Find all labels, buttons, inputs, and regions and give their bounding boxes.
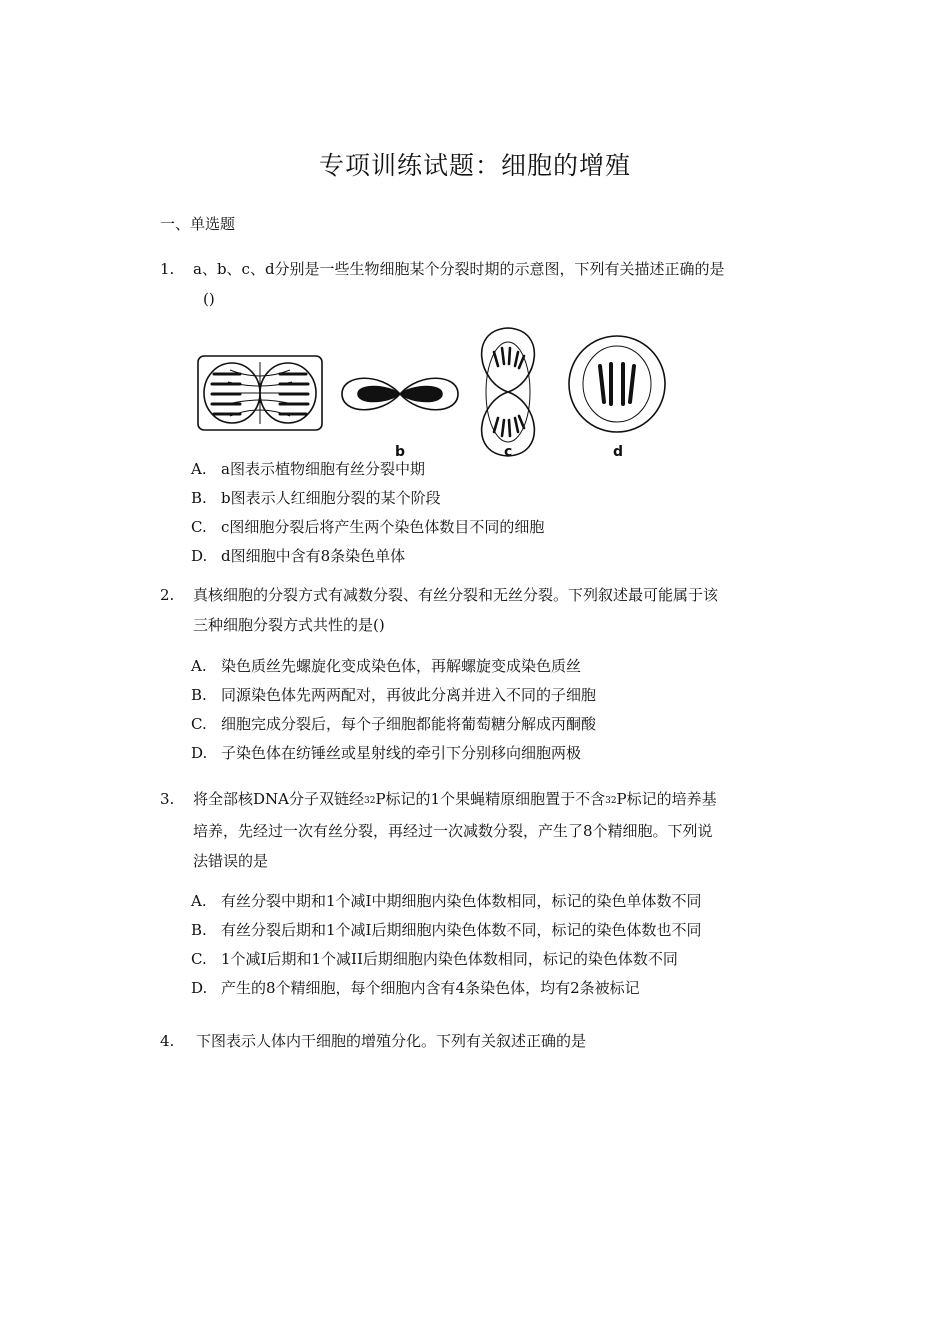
question-stem-line: 下图表示人体内干细胞的增殖分化。下列有关叙述正确的是 [196,1032,587,1050]
option-text: 同源染色体先两两配对，再彼此分离并进入不同的子细胞 [221,686,597,704]
option-text: 产生的8个精细胞，每个细胞内含有4条染色体，均有2条被标记 [221,979,640,997]
option-a[interactable] [191,887,701,916]
question-2-options [191,652,596,768]
question-number: 3. [160,790,175,808]
option-text: d图细胞中含有8条染色单体 [221,547,406,565]
stem-text: P标记的1个果蝇精原细胞置于不含 [375,790,606,808]
option-text: 细胞完成分裂后，每个子细胞都能将葡萄糖分解成丙酮酸 [221,715,597,733]
question-3 [160,784,800,876]
option-label: C. [191,518,207,536]
question-number: 2. [160,586,175,604]
option-label: B. [191,686,207,704]
option-text: b图表示人红细胞分裂的某个阶段 [221,489,441,507]
option-d[interactable] [191,974,701,1003]
option-c[interactable] [191,513,544,542]
question-stem-line: 三种细胞分裂方式共性的是() [193,616,385,634]
question-1 [160,254,800,314]
option-c[interactable] [191,710,596,739]
question-stem-line: 真核细胞的分裂方式有减数分裂、有丝分裂和无丝分裂。下列叙述最可能属于该 [193,586,719,604]
cell-division-figure [190,322,680,460]
option-d[interactable] [191,739,596,768]
cell-c-membrane [482,328,535,456]
option-text: 染色质丝先螺旋化变成染色体，再解螺旋变成染色质丝 [221,657,582,675]
question-stem-line: 培养，先经过一次有丝分裂，再经过一次减数分裂，产生了8个精细胞。下列说 [193,822,713,840]
option-text: c图细胞分裂后将产生两个染色体数目不同的细胞 [221,518,545,536]
question-number: 4. [160,1032,175,1050]
option-text: 有丝分裂后期和1个减Ⅰ后期细胞内染色体数不同，标记的染色体数也不同 [221,921,702,939]
figure-label-d: d [613,444,624,460]
option-text: 子染色体在纺锤丝或星射线的牵引下分别移向细胞两极 [221,744,582,762]
option-label: A. [191,460,207,478]
option-label: C. [191,715,207,733]
question-3-options [191,887,701,1003]
question-2 [160,580,800,640]
cell-division-diagram [190,322,680,460]
question-stem-line: a、b、c、d分别是一些生物细胞某个分裂时期的示意图，下列有关描述正确的是 [193,260,725,278]
option-text: 1个减Ⅰ后期和1个减II后期细胞内染色体数相同，标记的染色体数不同 [221,950,678,968]
question-stem-line: () [203,290,215,308]
option-a[interactable] [191,652,596,681]
stem-text: P标记的培养基 [616,790,717,808]
question-4 [160,1026,800,1056]
option-text: 有丝分裂中期和1个减Ⅰ中期细胞内染色体数相同，标记的染色单体数不同 [221,892,702,910]
cell-d-spindle [583,346,651,422]
cell-b-nucleus [358,387,442,402]
isotope-mass: 32 [605,796,617,806]
option-label: A. [191,892,207,910]
stem-text: 将全部核DNA分子双链经 [193,790,364,808]
option-label: B. [191,921,207,939]
option-a[interactable] [191,455,544,484]
question-stem [196,1026,800,1056]
question-stem-line [193,784,800,816]
question-stem-line: 法错误的是 [193,852,269,870]
option-label: D. [191,547,208,565]
option-b[interactable] [191,916,701,945]
isotope-mass: 32 [364,796,376,806]
question-stem [193,580,800,610]
figure-label-b: b [395,444,406,460]
question-number: 1. [160,260,175,278]
option-b[interactable] [191,681,596,710]
question-stem [193,254,800,314]
option-d[interactable] [191,542,544,571]
option-label: A. [191,657,207,675]
option-label: C. [191,950,207,968]
option-label: D. [191,979,208,997]
section-heading: 一、单选题 [160,215,236,233]
question-stem [193,784,800,876]
option-label: D. [191,744,208,762]
page-title: 专项训练试题：细胞的增殖 [318,151,631,180]
option-b[interactable] [191,484,544,513]
option-c[interactable] [191,945,701,974]
option-text: a图表示植物细胞有丝分裂中期 [221,460,425,478]
question-1-options [191,455,544,571]
figure-label-c: c [504,444,513,460]
option-label: B. [191,489,207,507]
